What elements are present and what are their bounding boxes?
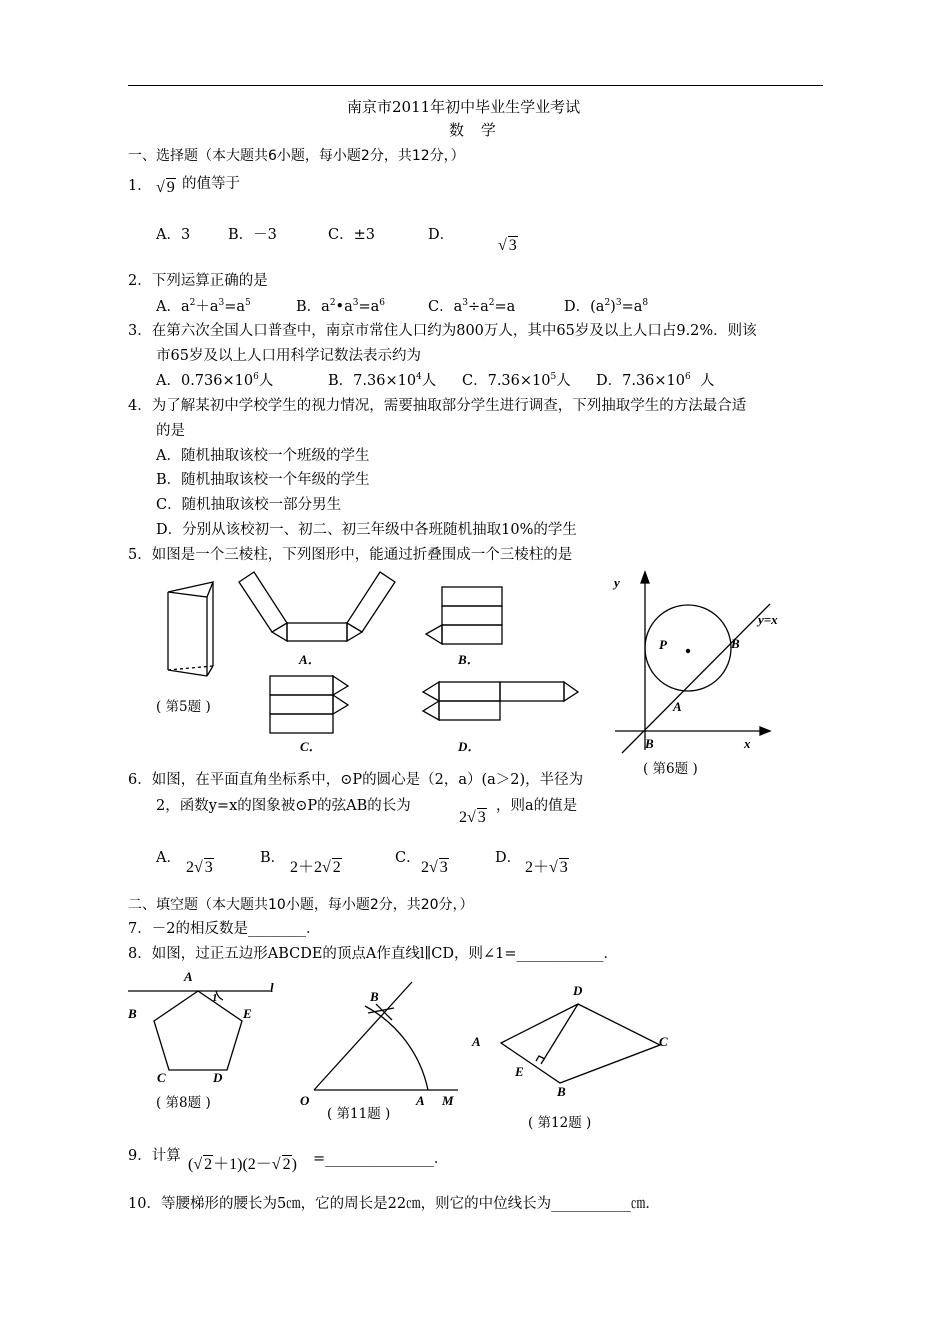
q6-label-a: A — [673, 699, 682, 714]
q2-stem: 2．下列运算正确的是 — [128, 273, 268, 289]
fig12-label-b: B — [557, 1084, 566, 1099]
q6-label-b1: B — [731, 636, 740, 651]
fig8-label-e: E — [243, 1006, 252, 1021]
q5-label-c: C． — [300, 739, 322, 754]
q5-label-b: B． — [458, 652, 480, 667]
q3-option-c: C．$7.36\times 10^5$人 — [462, 372, 571, 389]
q3-line2: 市65岁及以上人口用科学记数法表示约为 — [156, 348, 421, 364]
q6-option-b-label: B． — [260, 850, 286, 866]
fig8-label-1: 1 — [212, 992, 218, 1004]
q9-expression: (√ 2＋1)(2－√ 2) — [188, 1156, 297, 1173]
q1-stem: 的值等于 — [182, 176, 240, 192]
q8-text: 8．如图，过正五边形ABCDE的顶点A作直线l∥CD，则∠1=____________． — [128, 946, 618, 962]
q5-caption: ( 第5题 ) — [156, 699, 211, 715]
q6-chord-length: 2√ 3 — [459, 809, 486, 826]
q6-option-a-label: A． — [156, 850, 181, 866]
q6-option-b-value: 2＋2√ 2 — [290, 859, 341, 876]
rhombus-figure — [501, 1004, 660, 1083]
fig12-label-c: C — [659, 1034, 668, 1049]
q6-label-b0: B — [645, 736, 654, 751]
fig8-label-c: C — [157, 1070, 166, 1085]
q6-line2-end: ，则a的值是 — [496, 798, 578, 814]
construction-figure — [314, 982, 458, 1090]
q6-label-x: x — [744, 736, 751, 751]
section1-heading: 一、选择题（本大题共6小题，每小题2分，共12分，） — [128, 148, 465, 164]
q2-option-a: A．$a^2+a^3=a^5$ — [156, 298, 251, 315]
fig12-label-e: E — [515, 1064, 524, 1079]
q9-answer-blank: =_______________． — [313, 1151, 449, 1167]
q3-option-a: A．$0.736\times 10^6$人 — [156, 372, 274, 389]
q3-option-b: B．$7.36\times 10^4$人 — [328, 372, 437, 389]
q2-option-d: D．$(a^2)^3=a^8$ — [564, 298, 649, 315]
q2-option-b: B．$a^2•a^3=a^6$ — [296, 298, 386, 315]
q1-option-d-sqrt: √ 3 — [498, 237, 517, 254]
q5-stem: 5．如图是一个三棱柱，下列图形中，能通过折叠围成一个三棱柱的是 — [128, 547, 573, 563]
pentagon-figure — [128, 991, 270, 1070]
q2-option-c: C．$a^3\div a^2=a$ — [428, 298, 516, 315]
fig12-label-d: D — [573, 983, 583, 998]
fig11-caption: ( 第11题 ) — [327, 1106, 391, 1122]
section2-heading: 二、填空题（本大题共10小题，每小题2分，共20分，） — [128, 897, 474, 913]
q1-sqrt: √ 9 — [156, 179, 175, 196]
q1-number: 1． — [128, 178, 152, 194]
q6-option-d-value: 2＋√ 3 — [525, 859, 568, 876]
fig11-label-b: B — [370, 989, 379, 1004]
q6-caption: ( 第6题 ) — [643, 761, 698, 777]
fig11-label-o: O — [300, 1093, 310, 1108]
q3-option-d: D．$7.36\times 10^6$ 人 — [596, 372, 715, 389]
q6-option-c-value: 2√ 3 — [421, 859, 448, 876]
fig11-label-a: A — [416, 1093, 425, 1108]
q6-label-p: P — [659, 637, 667, 652]
q5-label-d: D． — [458, 739, 481, 754]
q5-label-a: A． — [299, 652, 321, 667]
q6-label-y: y — [614, 575, 620, 590]
q6-line1: 6．如图，在平面直角坐标系中，⊙P的圆心是（2，a）(a＞2)，半径为 — [128, 772, 584, 788]
exam-title: 南京市2011年初中毕业生学业考试 — [347, 98, 581, 116]
q7-text: 7．－2的相反数是________． — [128, 921, 321, 937]
fig11-label-m: M — [442, 1093, 454, 1108]
fig12-label-a: A — [472, 1034, 481, 1049]
q4-option-b: B．随机抽取该校一个年级的学生 — [156, 472, 370, 488]
q4-option-d: D．分别从该校初一、初二、初三年级中各班随机抽取10%的学生 — [156, 522, 577, 538]
q1-option-c: C．±3 — [328, 227, 375, 243]
q1-option-b: B．－3 — [228, 227, 277, 243]
q10-text: 10．等腰梯形的腰长为5㎝，它的周长是22㎝，则它的中位线长为___________㎝． — [128, 1196, 660, 1212]
q4-option-c: C．随机抽取该校一部分男生 — [156, 497, 342, 513]
fig8-label-a: A — [184, 969, 193, 984]
fig8-caption: ( 第8题 ) — [156, 1095, 211, 1111]
q1-option-d: D． — [428, 227, 455, 243]
q6-line2: 2，函数y=x的图象被⊙P的弦AB的长为 — [156, 798, 411, 814]
q6-option-a-value: 2√ 3 — [186, 859, 213, 876]
q3-line1: 3．在第六次全国人口普查中，南京市常住人口约为800万人，其中65岁及以上人口占9.2%．则该 — [128, 323, 757, 339]
q6-option-d-label: D． — [495, 850, 522, 866]
fig8-label-d: D — [213, 1070, 223, 1085]
q6-label-line: y=x — [758, 612, 778, 627]
q1-option-a: A．3 — [156, 227, 191, 243]
exam-subject: 数 学 — [449, 121, 502, 139]
fig8-label-l: l — [270, 980, 274, 995]
q9-number: 9．计算 — [128, 1148, 181, 1164]
fig12-caption: ( 第12题 ) — [528, 1115, 592, 1131]
fig8-label-b: B — [128, 1006, 137, 1021]
q6-option-c-label: C． — [395, 850, 421, 866]
q4-line2: 的是 — [156, 423, 185, 439]
q4-option-a: A．随机抽取该校一个班级的学生 — [156, 448, 370, 464]
q4-line1: 4．为了解某初中学校学生的视力情况，需要抽取部分学生进行调查，下列抽取学生的方法最合适 — [128, 398, 747, 414]
